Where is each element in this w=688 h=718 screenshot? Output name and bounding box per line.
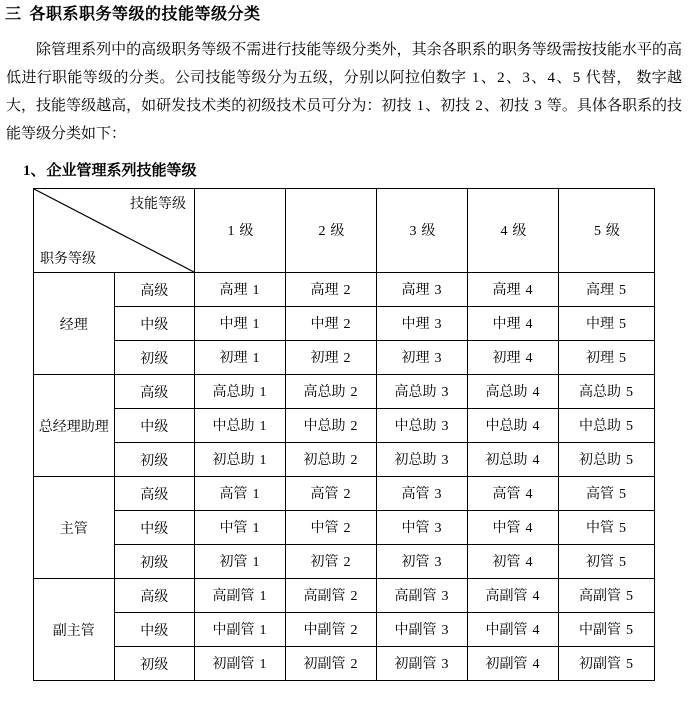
skill-grade-cell: 中理 4	[468, 307, 559, 341]
skill-grade-cell: 高副管 2	[286, 579, 377, 613]
skill-grade-cell: 高总助 1	[195, 375, 286, 409]
skill-grade-cell: 中总助 1	[195, 409, 286, 443]
skill-grade-cell: 高总助 4	[468, 375, 559, 409]
skill-grade-cell: 初总助 4	[468, 443, 559, 477]
skill-grade-cell: 初理 4	[468, 341, 559, 375]
skill-grade-cell: 中副管 4	[468, 613, 559, 647]
skill-grade-cell: 初管 5	[559, 545, 655, 579]
skill-grade-cell: 中管 5	[559, 511, 655, 545]
table-column-header: 5 级	[559, 189, 655, 273]
skill-grade-cell: 初管 1	[195, 545, 286, 579]
position-level-cell: 中级	[114, 613, 195, 647]
skill-grade-cell: 初理 3	[377, 341, 468, 375]
series-name-cell	[34, 477, 115, 579]
position-level-cell: 中级	[114, 511, 195, 545]
series-name-label: 总经理助理	[38, 417, 109, 434]
skill-grade-cell: 高管 4	[468, 477, 559, 511]
skill-grade-cell: 初管 4	[468, 545, 559, 579]
table-header-row	[34, 189, 655, 273]
skill-grade-cell: 高总助 3	[377, 375, 468, 409]
skill-grade-cell: 初副管 1	[195, 647, 286, 681]
skill-grade-cell: 高管 1	[195, 477, 286, 511]
skill-grade-cell: 中总助 2	[286, 409, 377, 443]
skill-grade-cell: 中管 2	[286, 511, 377, 545]
skill-grade-cell: 高管 2	[286, 477, 377, 511]
skill-grade-cell: 初副管 4	[468, 647, 559, 681]
skill-grade-cell: 中副管 2	[286, 613, 377, 647]
skill-grade-cell: 中管 4	[468, 511, 559, 545]
skill-grade-cell: 中副管 3	[377, 613, 468, 647]
skill-grade-cell: 初总助 1	[195, 443, 286, 477]
series-name-cell	[34, 579, 115, 681]
table-row	[34, 613, 655, 647]
skill-grade-cell: 高理 2	[286, 273, 377, 307]
position-level-cell: 中级	[114, 409, 195, 443]
position-level-cell: 高级	[114, 579, 195, 613]
skill-grade-cell: 中总助 5	[559, 409, 655, 443]
skill-grade-cell: 高管 3	[377, 477, 468, 511]
skill-grade-cell: 中副管 5	[559, 613, 655, 647]
table-column-header: 3 级	[377, 189, 468, 273]
skill-grade-cell: 初管 2	[286, 545, 377, 579]
section-title-text: 企业管理系列技能等级	[46, 162, 197, 179]
intro-paragraph: 除管理系列中的高级职务等级不需进行技能等级分类外，其余各职系的职务等级需按技能水平的高低进行职能等级的分类。公司技能等级分为五级，分别以阿拉伯数字 1、2、3、4、5 代替， 数字越大，技能等级越高，如研发技术类的初级技术员可分为：初技 1、初技 2、初技 3 等。具体各职系的技能等级分类如下：	[6, 41, 683, 142]
series-name-label: 主管	[59, 519, 88, 536]
skill-grade-cell: 中总助 4	[468, 409, 559, 443]
section-number: 1、	[23, 163, 46, 179]
skill-grade-cell: 初总助 5	[559, 443, 655, 477]
position-level-cell: 高级	[114, 477, 195, 511]
table-row	[34, 307, 655, 341]
table-column-header: 4 级	[468, 189, 559, 273]
skill-grade-cell: 高理 5	[559, 273, 655, 307]
table-row	[34, 579, 655, 613]
management-grade-table	[33, 188, 655, 681]
skill-grade-cell: 中理 5	[559, 307, 655, 341]
table-row	[34, 375, 655, 409]
skill-grade-cell: 高理 3	[377, 273, 468, 307]
skill-grade-cell: 高副管 3	[377, 579, 468, 613]
skill-grade-cell: 高理 4	[468, 273, 559, 307]
series-name-cell	[34, 273, 115, 375]
table-row	[34, 545, 655, 579]
table-row	[34, 477, 655, 511]
series-name-label: 经理	[59, 315, 88, 332]
table-corner-header	[34, 189, 195, 273]
skill-grade-cell: 中理 3	[377, 307, 468, 341]
table-row	[34, 273, 655, 307]
skill-grade-cell: 初理 1	[195, 341, 286, 375]
skill-grade-cell: 初副管 5	[559, 647, 655, 681]
skill-grade-cell: 中副管 1	[195, 613, 286, 647]
skill-grade-cell: 中理 2	[286, 307, 377, 341]
skill-grade-cell: 中理 1	[195, 307, 286, 341]
skill-grade-cell: 高总助 5	[559, 375, 655, 409]
corner-skill-grade-label: 技能等级	[130, 195, 186, 211]
page-title-text: 各职系职务等级的技能等级分类	[29, 6, 261, 23]
table-column-header: 2 级	[286, 189, 377, 273]
skill-grade-cell: 初总助 3	[377, 443, 468, 477]
skill-grade-cell: 中管 3	[377, 511, 468, 545]
table-row	[34, 409, 655, 443]
series-name-cell	[34, 375, 115, 477]
table-row	[34, 647, 655, 681]
skill-grade-cell: 初副管 3	[377, 647, 468, 681]
series-name-label: 副主管	[52, 621, 95, 638]
position-level-cell: 初级	[114, 443, 195, 477]
skill-grade-cell: 初总助 2	[286, 443, 377, 477]
table-column-header: 1 级	[195, 189, 286, 273]
table-row	[34, 443, 655, 477]
position-level-cell: 初级	[114, 647, 195, 681]
page-title-number: 三	[5, 6, 22, 23]
position-level-cell: 高级	[114, 375, 195, 409]
skill-grade-cell: 初副管 2	[286, 647, 377, 681]
position-level-cell: 初级	[114, 341, 195, 375]
skill-grade-cell: 高管 5	[559, 477, 655, 511]
skill-grade-cell: 高副管 4	[468, 579, 559, 613]
section-heading	[22, 160, 688, 182]
position-level-cell: 高级	[114, 273, 195, 307]
skill-grade-cell: 高总助 2	[286, 375, 377, 409]
grade-table-container	[33, 188, 656, 681]
skill-grade-cell: 初理 2	[286, 341, 377, 375]
skill-grade-cell: 中管 1	[195, 511, 286, 545]
table-row	[34, 341, 655, 375]
skill-grade-cell: 高理 1	[195, 273, 286, 307]
skill-grade-cell: 中总助 3	[377, 409, 468, 443]
skill-grade-cell: 初管 3	[377, 545, 468, 579]
page-title	[5, 4, 688, 26]
table-row	[34, 511, 655, 545]
position-level-cell: 中级	[114, 307, 195, 341]
skill-grade-cell: 初理 5	[559, 341, 655, 375]
skill-grade-cell: 高副管 1	[195, 579, 286, 613]
document-page	[0, 4, 688, 718]
skill-grade-cell: 高副管 5	[559, 579, 655, 613]
position-level-cell: 初级	[114, 545, 195, 579]
corner-position-grade-label: 职务等级	[40, 250, 96, 266]
